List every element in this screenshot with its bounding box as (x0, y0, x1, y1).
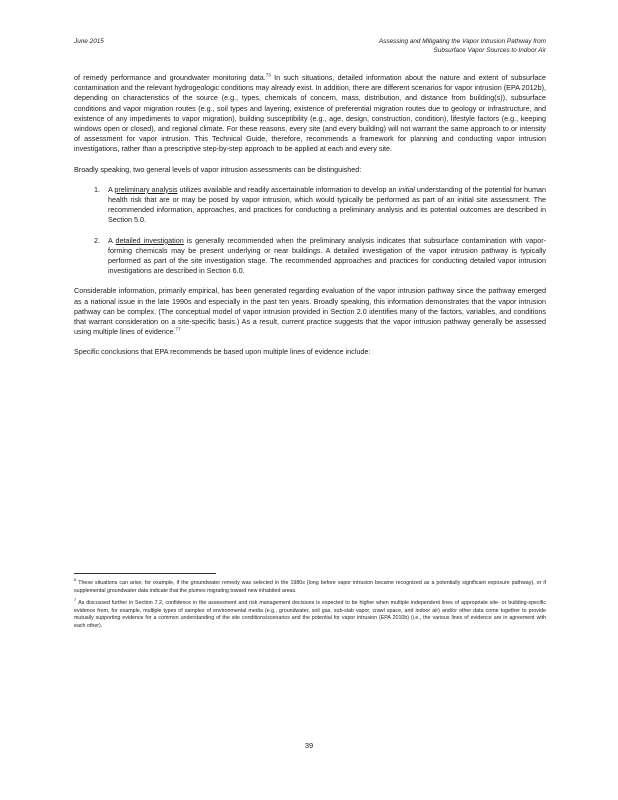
paragraph-2: Broadly speaking, two general levels of vapor intrusion assessments can be distinguished: (74, 164, 362, 174)
footnote-6 (74, 577, 546, 595)
running-header-title-line1: Assessing and Mitigating the Vapor Intrusion Pathway from (378, 38, 546, 45)
paragraph-1 (74, 73, 546, 155)
footnote-7 (74, 597, 546, 630)
footnote-text: These situations can arise, for example, if the groundwater remedy was selected in the 1980s (long before vapor intrusion became recognized as a potentially significant exposure pathway), or if supplemental groundwater data indicate that the plumes migrating toward new inhabited areas. (74, 580, 546, 594)
paragraph-4: Specific conclusions that EPA recommends be based upon multiple lines of evidence include: (74, 347, 371, 357)
footnotes (74, 577, 546, 636)
paragraph-1-start: of remedy performance and groundwater monitoring data. (74, 73, 266, 82)
body-text (74, 73, 546, 368)
assessment-levels-list (74, 185, 546, 277)
list-item-text: A (108, 184, 115, 194)
footnote-number: 6 (74, 577, 77, 583)
list-item-preliminary-analysis (102, 185, 546, 226)
page-number: 39 (304, 741, 314, 750)
paragraph-3-text: Considerable information, primarily empirical, has been generated regarding evaluation of the vapor intrusion pathway since the pathway emerged as a national issue in the late 1990s and especially in the past ten years. Broadly speaking, this information demonstrates that the vapor intrusion pathway can be complex. (The conceptual model of vapor intrusion provided in Section 2.0 identifies many of the factors, variables, and conditions that warrant consideration on a site-specific basis.) As a result, current practice suggests that the vapor intrusion pathway generally be assessed using multiple lines of evidence. (74, 286, 546, 337)
list-item-text: utilizes available and readily ascertainable information to develop an (177, 184, 399, 194)
running-header-date: June 2015 (74, 38, 104, 45)
list-item-text: A (108, 235, 116, 245)
paragraph-3 (74, 286, 546, 337)
list-item-text: understanding of the potential for human health risk that are or may be posed by vapor intrusion, which would typically be performed as part of an initial site assessment. The recommended information, approaches, and practices for conducting a preliminary analysis and its potential outcomes are described in Section 5.0. (108, 184, 546, 225)
term-preliminary-analysis: preliminary analysis (114, 184, 178, 194)
list-item-text: is generally recommended when the preliminary analysis indicates that subsurface contamination with vapor-forming chemicals may be present underlying or near buildings. A detailed investigation of the vapor intrusion pathway is typically performed as part of the site investigation stage. The recommended approaches and practices for conducting detailed vapor intrusion investigations are described in Section 6.0. (108, 235, 546, 276)
term-detailed-investigation: detailed investigation (115, 235, 184, 245)
list-item-detailed-investigation (102, 236, 546, 277)
footnote-ref-7: 77 (175, 326, 181, 332)
footnote-number: 7 (74, 597, 77, 603)
running-header-title-line2: Subsurface Vapor Sources to Indoor Air (433, 47, 546, 54)
footnote-divider (74, 573, 216, 574)
emphasis-initial: initial (398, 184, 415, 194)
paragraph-1-rest: In such situations, detailed information about the nature and extent of subsurface contamination and the relevant hydrogeologic conditions may already exist. In addition, there are different scenarios for vapor intrusion (EPA 2012b), depending on characteristics of the source (e.g., types, chemicals of concern, mass, distribution, and distance from building(s)), subsurface conditions and vapor migration routes (e.g., soil types and layering, existence of preferential migration routes due to geology or infrastructure, and existence of any impediments to vapor migration), building susceptibility (e.g., age, design, construction, condition), lifestyle factors (e.g., keeping windows open or closed), and regional climate. For these reasons, every site (and every building) will not warrant the same approach to or intensity of assessment for vapor intrusion. This Technical Guide, therefore, recommends a framework for planning and conducting vapor intrusion investigations, rather than a prescriptive step-by-step approach to be applied at each and every site. (74, 73, 546, 154)
footnote-text: As discussed further in Section 7.2, confidence in the assessment and risk management decisions is expected to be higher when multiple independent lines of appropriate site- or building-specific evidence from, for example, multiple types of samples of environmental media (e.g., groundwater, soil gas, sub-slab vapor, crawl space, and indoor air) and/or other data come together to provide mutually supporting evidence for a common understanding of the site conditions/scenarios and the potential for vapor intrusion (EPA 2010b) (i.e., the various lines of evidence are in agreement with each other). (74, 600, 546, 629)
running-header-title (379, 37, 546, 55)
footnote-ref-6: 73 (265, 72, 271, 78)
